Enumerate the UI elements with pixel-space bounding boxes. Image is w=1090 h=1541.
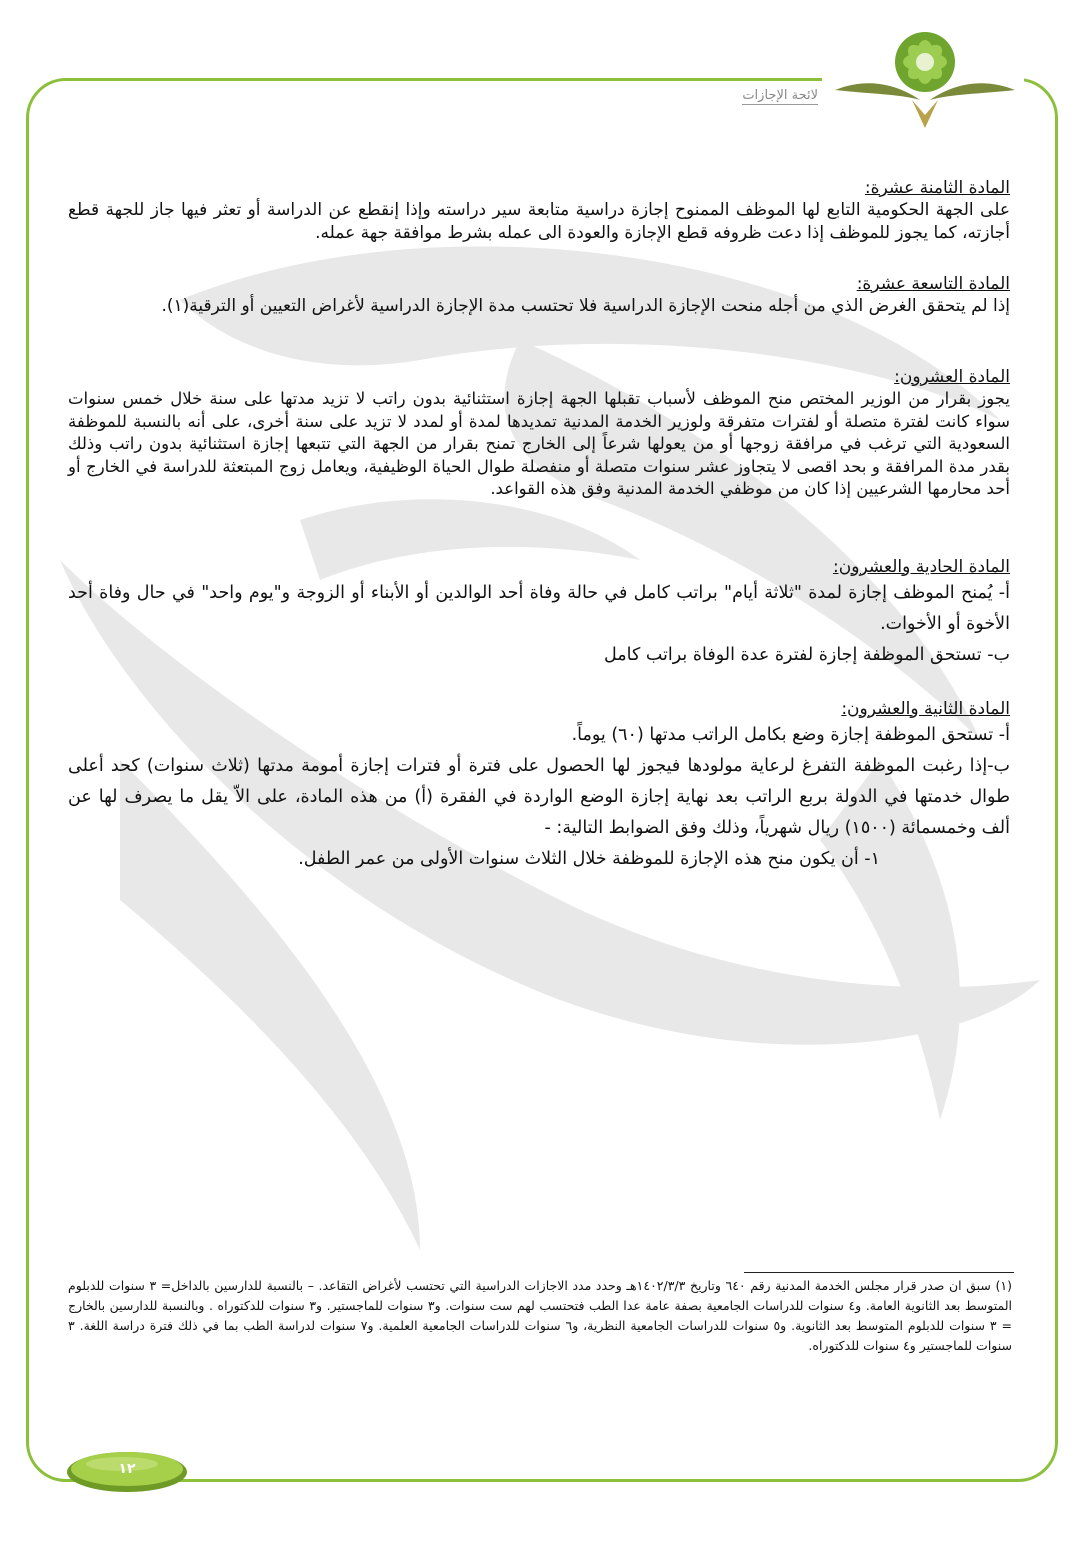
page-number: ١٢: [118, 1461, 136, 1477]
article-heading: المادة الثامنة عشرة:: [864, 178, 1010, 198]
article-heading: المادة الثانية والعشرون:: [841, 698, 1010, 719]
article-item-a: أ- تستحق الموظفة إجازة وضع بكامل الراتب مدتها (٦٠) يوماً.: [571, 724, 1010, 745]
article-body: إذا لم يتحقق الغرض الذي من أجله منحت الإجازة الدراسية فلا تحتسب مدة الإجازة الدراسية لأغراض التعيين أو الترقية(١).: [161, 296, 1010, 316]
page-number-badge: [62, 1446, 192, 1498]
article-item-a: أ- يُمنح الموظف إجازة لمدة "ثلاثة أيام" براتب كامل في حالة وفاة أحد الوالدين أو الأبناء أو الزوجة و"يوم واحد" في حال وفاة أحد الأخوة أو الأخوات.: [68, 582, 1010, 634]
article-20: [68, 367, 1010, 501]
footnote: (١) سبق ان صدر قرار مجلس الخدمة المدنية رقم ٦٤٠ وتاريخ ١٤٠٢/٣/٣هـ وحدد مدد الاجازات الدراسية التي تحتسب لأغراض التقاعد. – بالنسبة للدارسين بالداخل= ٣ سنوات للدبلوم المتوسط بعد الثانوية العامة. و٤ سنوات للدراسات الجامعية بصفة عامة عدا الطب فتحتسب لهم ست سنوات. و٣ سنوات للماجستير. و٣ سنوات للدكتوراه . وبالنسبة للدارسين بالخارج = ٣ سنوات للدبلوم المتوسط بعد الثانوية. و٥ سنوات للدراسات الجامعية النظرية، و٦ سنوات للدراسات الجامعية العلمية. و٧ سنوات لدراسة الطب بما في ذلك فترة دراسة اللغة. ٣ سنوات للماجستير و٤ سنوات للدكتوراه.: [68, 1278, 1012, 1353]
article-sub-item-1: ١- أن يكون منح هذه الإجازة للموظفة خلال الثلاث سنوات الأولى من عمر الطفل.: [298, 848, 880, 869]
article-item-b: ب-إذا رغبت الموظفة التفرغ لرعاية مولودها فيجوز لها الحصول على فترة أو فترات إجازة أمومة مدتها (ثلاث سنوات) كحد أعلى طوال خدمتها في الدولة بربع الراتب بعد نهاية إجازة الوضع الواردة في الفقرة (أ) من هذه المادة، على الاّ يقل ما يصرف لها عن ألف وخمسمائة (١٥٠٠) ريال شهرياً، وذلك وفق الضوابط التالية: -: [68, 755, 1010, 838]
document-content: [68, 178, 1010, 875]
article-heading: المادة التاسعة عشرة:: [856, 274, 1010, 294]
article-18: [68, 178, 1010, 245]
article-heading: المادة الحادية والعشرون:: [833, 556, 1010, 577]
header-title: لائحة الإجازات: [742, 88, 818, 103]
article-body: على الجهة الحكومية التابع لها الموظف الممنوح إجازة دراسية متابعة سير دراسته وإذا إنقطع عن الدراسة أو تعثر فيها جاز للجهة قطع أجازته، كما يجوز للموظف إذا دعت ظروفه قطع الإجازة والعودة الى عمله بشرط موافقة جهة عمله.: [68, 200, 1010, 243]
article-19: [68, 274, 1010, 318]
footnote-separator: [744, 1272, 1014, 1273]
emblem-logo-icon: [830, 20, 1020, 135]
article-heading: المادة العشرون:: [894, 367, 1010, 387]
article-21: [68, 557, 1010, 671]
article-body: يجوز بقرار من الوزير المختص منح الموظف لأسباب تقبلها الجهة إجازة استثنائية بدون راتب لا تزيد مدتها على سنة خلال خمس سنوات سواء كانت لفترة متصلة أو لفترات متفرقة ولوزير الخدمة المدنية تمديدها لمدة أو لمدد لا تزيد على سنة أخرى، على أنه بالنسبة للموظفة السعودية التي ترغب في مرافقة زوجها أو من يعولها شرعاً إلى الخارج تمنح بقرار من الجهة التي تتبعها إجازة استثنائية بدون راتب وذلك بقدر مدة المرافقة و بحد اقصى لا يتجاوز عشر سنوات متصلة أو منفصلة طوال الحياة الوظيفية، ويعامل زوج المبتعثة للدراسة في الخارج أو أحد محارمها الشرعيين إذا كان من موظفي الخدمة المدنية وفق هذه القواعد.: [68, 389, 1010, 498]
article-22: [68, 699, 1010, 875]
article-item-b: ب- تستحق الموظفة إجازة لفترة عدة الوفاة براتب كامل: [603, 644, 1010, 665]
